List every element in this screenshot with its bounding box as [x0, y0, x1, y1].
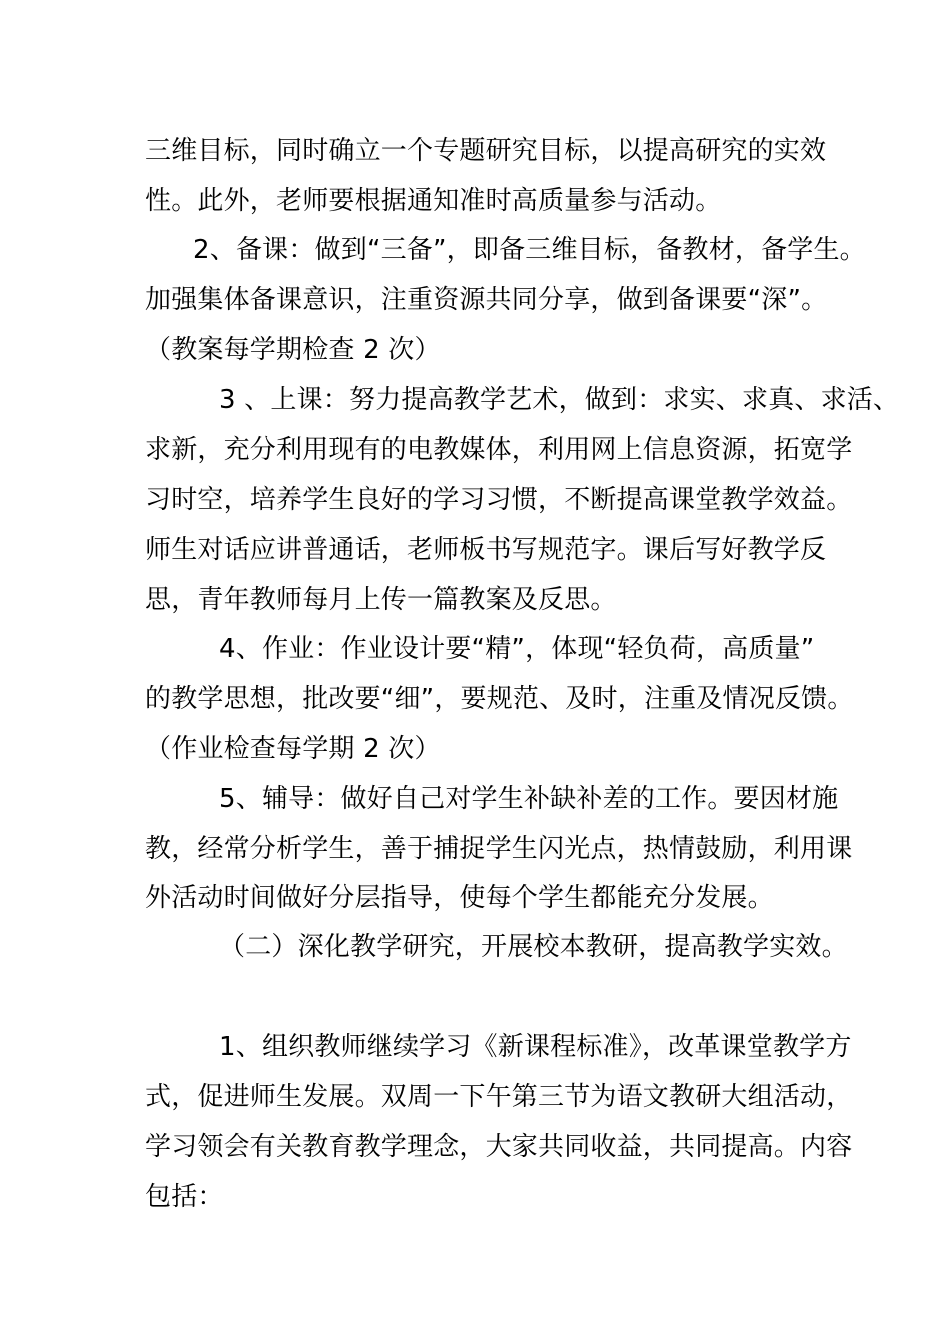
text-line: （作业检查每学期 2 次）	[145, 734, 441, 764]
text-line: 学习领会有关教育教学理念，大家共同收益，共同提高。内容	[145, 1132, 853, 1162]
text-line: 式，促进师生发展。双周一下午第三节为语文教研大组活动，	[145, 1082, 853, 1112]
text-line: 加强集体备课意识，注重资源共同分享，做到备课要“深”。	[145, 285, 828, 315]
section-heading: （二）深化教学研究，开展校本教研，提高教学实效。	[219, 932, 848, 962]
text-line: 2、备课：做到“三备”，即备三维目标，备教材，备学生。	[193, 235, 866, 265]
text-line: 1、组织教师继续学习《新课程标准》，改革课堂教学方	[219, 1032, 852, 1062]
text-line: 5、辅导：做好自己对学生补缺补差的工作。要因材施	[219, 784, 839, 814]
text-line: 的教学思想，批改要“细”，要规范、及时，注重及情况反馈。	[145, 684, 854, 714]
text-line: 思，青年教师每月上传一篇教案及反思。	[145, 585, 617, 615]
text-line: 师生对话应讲普通话，老师板书写规范字。课后写好教学反	[145, 535, 827, 565]
text-line: 性。此外，老师要根据通知准时高质量参与活动。	[145, 186, 722, 216]
text-line: 4、作业：作业设计要“精”，体现“轻负荷，高质量”	[219, 634, 815, 664]
text-line: 求新，充分利用现有的电教媒体，利用网上信息资源，拓宽学	[145, 435, 853, 465]
text-line: 3 、上课：努力提高教学艺术，做到：求实、求真、求活、	[219, 385, 900, 415]
text-line: 外活动时间做好分层指导，使每个学生都能充分发展。	[145, 883, 774, 913]
text-line: 习时空，培养学生良好的学习习惯，不断提高课堂教学效益。	[145, 485, 853, 515]
text-line: 包括：	[145, 1182, 224, 1212]
text-line: 教，经常分析学生，善于捕捉学生闪光点，热情鼓励，利用课	[145, 834, 853, 864]
text-line: （教案每学期检查 2 次）	[145, 335, 441, 365]
text-line: 三维目标，同时确立一个专题研究目标，以提高研究的实效	[145, 136, 827, 166]
